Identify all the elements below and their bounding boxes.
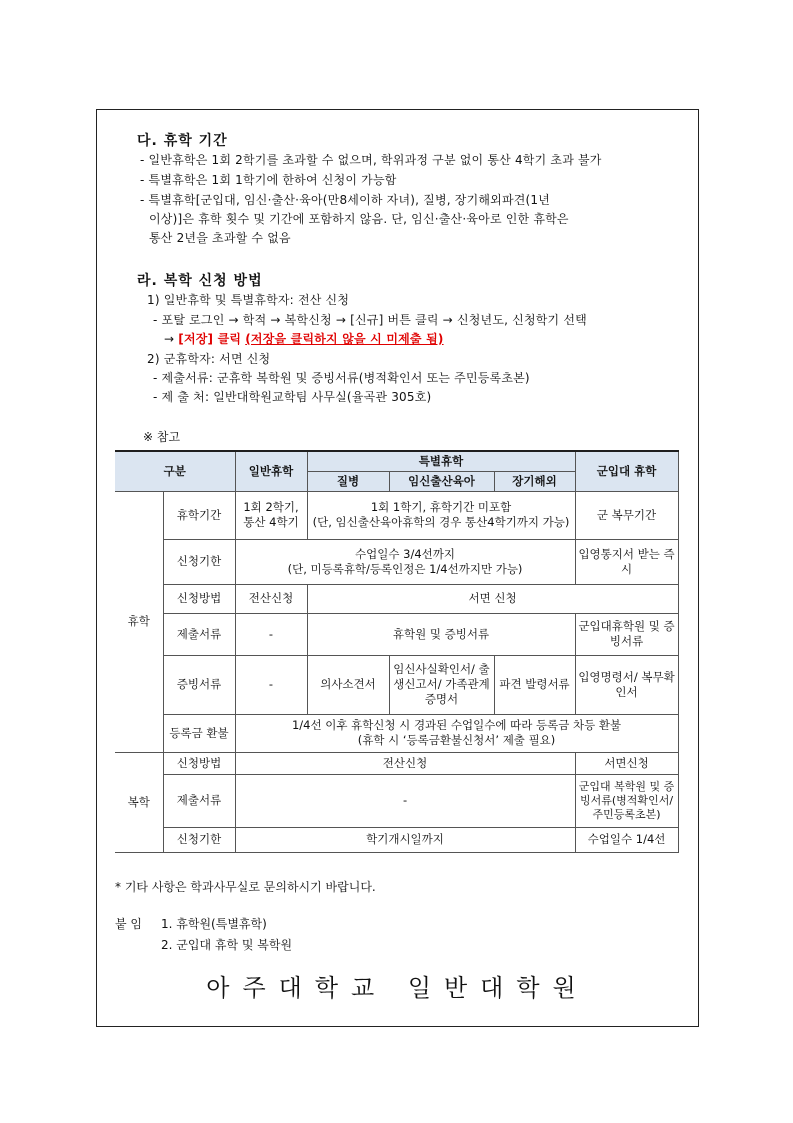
table-row <box>115 539 678 584</box>
cell-general-documents: - <box>235 613 307 655</box>
cell-military-return-documents: 군입대 복학원 및 증빙서류(병적확인서/주민등록초본) <box>575 774 678 827</box>
cell-illness-evidence: 의사소견서 <box>307 655 389 714</box>
cell-return-method: 전산신청 <box>235 752 575 774</box>
reference-table <box>115 450 679 853</box>
return-line-5: - 제출서류: 군휴학 복학원 및 증빙서류(병적확인서 또는 주민등록초본) <box>153 371 530 385</box>
deadline-rule: 수업일수 3/4선까지 <box>355 546 455 561</box>
cell-special-documents: 휴학원 및 증빙서류 <box>307 613 575 655</box>
cell-military-return-method: 서면신청 <box>575 752 678 774</box>
row-label-documents: 제출서류 <box>163 613 235 655</box>
row-label-deadline: 신청기한 <box>163 539 235 584</box>
refund-rule: 1/4선 이후 휴학신청 시 경과된 수업일수에 따라 등록금 차등 환불 <box>291 718 622 732</box>
row-label-refund: 등록금 환불 <box>163 714 235 752</box>
attachment-label: 붙 임 <box>115 917 142 931</box>
table-row <box>115 714 678 752</box>
special-period-exception: (단, 임신출산육아휴학의 경우 통산4학기까지 가능) <box>312 515 570 529</box>
table-row <box>115 613 678 655</box>
header-illness: 질병 <box>307 471 389 491</box>
cell-return-deadline: 학기개시일까지 <box>235 827 575 852</box>
attachment-1: 1. 휴학원(특별휴학) <box>161 917 267 931</box>
cell-refund <box>235 714 678 752</box>
leave-period-line-2: - 특별휴학은 1회 1학기에 한하여 신청이 가능함 <box>140 173 397 187</box>
special-period-rule: 1회 1학기, 휴학기간 미포함 <box>370 500 512 514</box>
return-line-4: 2) 군휴학자: 서면 신청 <box>147 352 271 366</box>
cell-general-method: 전산신청 <box>235 584 307 613</box>
cell-abroad-evidence: 파견 발령서류 <box>494 655 575 714</box>
cell-general-evidence: - <box>235 655 307 714</box>
return-line-1: 1) 일반휴학 및 특별휴학자: 전산 신청 <box>147 293 350 307</box>
table-row <box>115 491 678 539</box>
footnote: * 기타 사항은 학과사무실로 문의하시기 바랍니다. <box>115 880 376 894</box>
leave-period-line-1: - 일반휴학은 1회 2학기를 초과할 수 없으며, 학위과정 구분 없이 통산 4학기 초과 불가 <box>140 153 602 167</box>
leave-period-line-5: 통산 2년을 초과할 수 없음 <box>149 231 291 245</box>
cell-deadline <box>235 539 575 584</box>
cell-general-period: 1회 2학기, 통산 4학기 <box>235 491 307 539</box>
save-click-instruction: [저장] 클릭 <box>178 332 242 346</box>
issuer-name: 아주대학교 일반대학원 <box>206 974 589 1002</box>
header-special-leave: 특별휴학 <box>307 451 575 471</box>
cell-return-documents: - <box>235 774 575 827</box>
section-title-leave-period: 다. 휴학 기간 <box>137 133 228 149</box>
leave-period-line-3: - 특별휴학[군입대, 임신·출산·육아(만8세이하 자녀), 질병, 장기해외파견(1년 <box>140 193 551 207</box>
return-line-6: - 제 출 처: 일반대학원교학팀 사무실(율곡관 305호) <box>153 390 432 404</box>
row-label-evidence: 증빙서류 <box>163 655 235 714</box>
header-military-leave: 군입대 휴학 <box>575 451 678 491</box>
cell-military-deadline: 입영통지서 받는 즉시 <box>575 539 678 584</box>
table-header-row <box>115 451 678 471</box>
save-warning: (저장을 클릭하지 않을 시 미제출 됨) <box>245 332 444 346</box>
row-label-return-deadline: 신청기한 <box>163 827 235 852</box>
leave-period-line-4: 이상)]은 휴학 횟수 및 기간에 포함하지 않음. 단, 임신·출산·육아로 인한 휴학은 <box>149 212 569 226</box>
header-category: 구분 <box>115 451 235 491</box>
table-row <box>115 584 678 613</box>
header-abroad: 장기해외 <box>494 471 575 491</box>
return-line-3 <box>164 331 444 347</box>
cell-pregnancy-evidence: 임신사실확인서/ 출생신고서/ 가족관계증명서 <box>389 655 494 714</box>
deadline-exception: (단, 미등록휴학/등록인정은 1/4선까지만 가능) <box>287 561 523 576</box>
row-label-leave-period: 휴학기간 <box>163 491 235 539</box>
row-label-return-method: 신청방법 <box>163 752 235 774</box>
row-label-method: 신청방법 <box>163 584 235 613</box>
group-label-leave: 휴학 <box>115 491 163 752</box>
cell-military-documents: 군입대휴학원 및 증빙서류 <box>575 613 678 655</box>
cell-military-period: 군 복무기간 <box>575 491 678 539</box>
table-row <box>115 752 678 774</box>
table-row <box>115 655 678 714</box>
table-row <box>115 774 678 827</box>
header-pregnancy: 임신출산육아 <box>389 471 494 491</box>
cell-special-method: 서면 신청 <box>307 584 678 613</box>
cell-special-period <box>307 491 575 539</box>
cell-military-evidence: 입영명령서/ 복무확인서 <box>575 655 678 714</box>
cell-military-return-deadline: 수업일수 1/4선 <box>575 827 678 852</box>
section-title-return-method: 라. 복학 신청 방법 <box>137 273 263 289</box>
row-label-return-documents: 제출서류 <box>163 774 235 827</box>
table-row <box>115 827 678 852</box>
return-line-2: - 포탈 로그인 → 학적 → 복학신청 → [신규] 버튼 클릭 → 신청년도, 신청학기 선택 <box>153 313 587 327</box>
attachment-2: 2. 군입대 휴학 및 복학원 <box>161 938 293 952</box>
group-label-return: 복학 <box>115 752 163 852</box>
arrow-glyph: → <box>164 332 175 346</box>
header-general-leave: 일반휴학 <box>235 451 307 491</box>
reference-note: ※ 참고 <box>143 430 181 444</box>
refund-requirement: (휴학 시 ‘등록금환불신청서’ 제출 필요) <box>357 733 556 747</box>
